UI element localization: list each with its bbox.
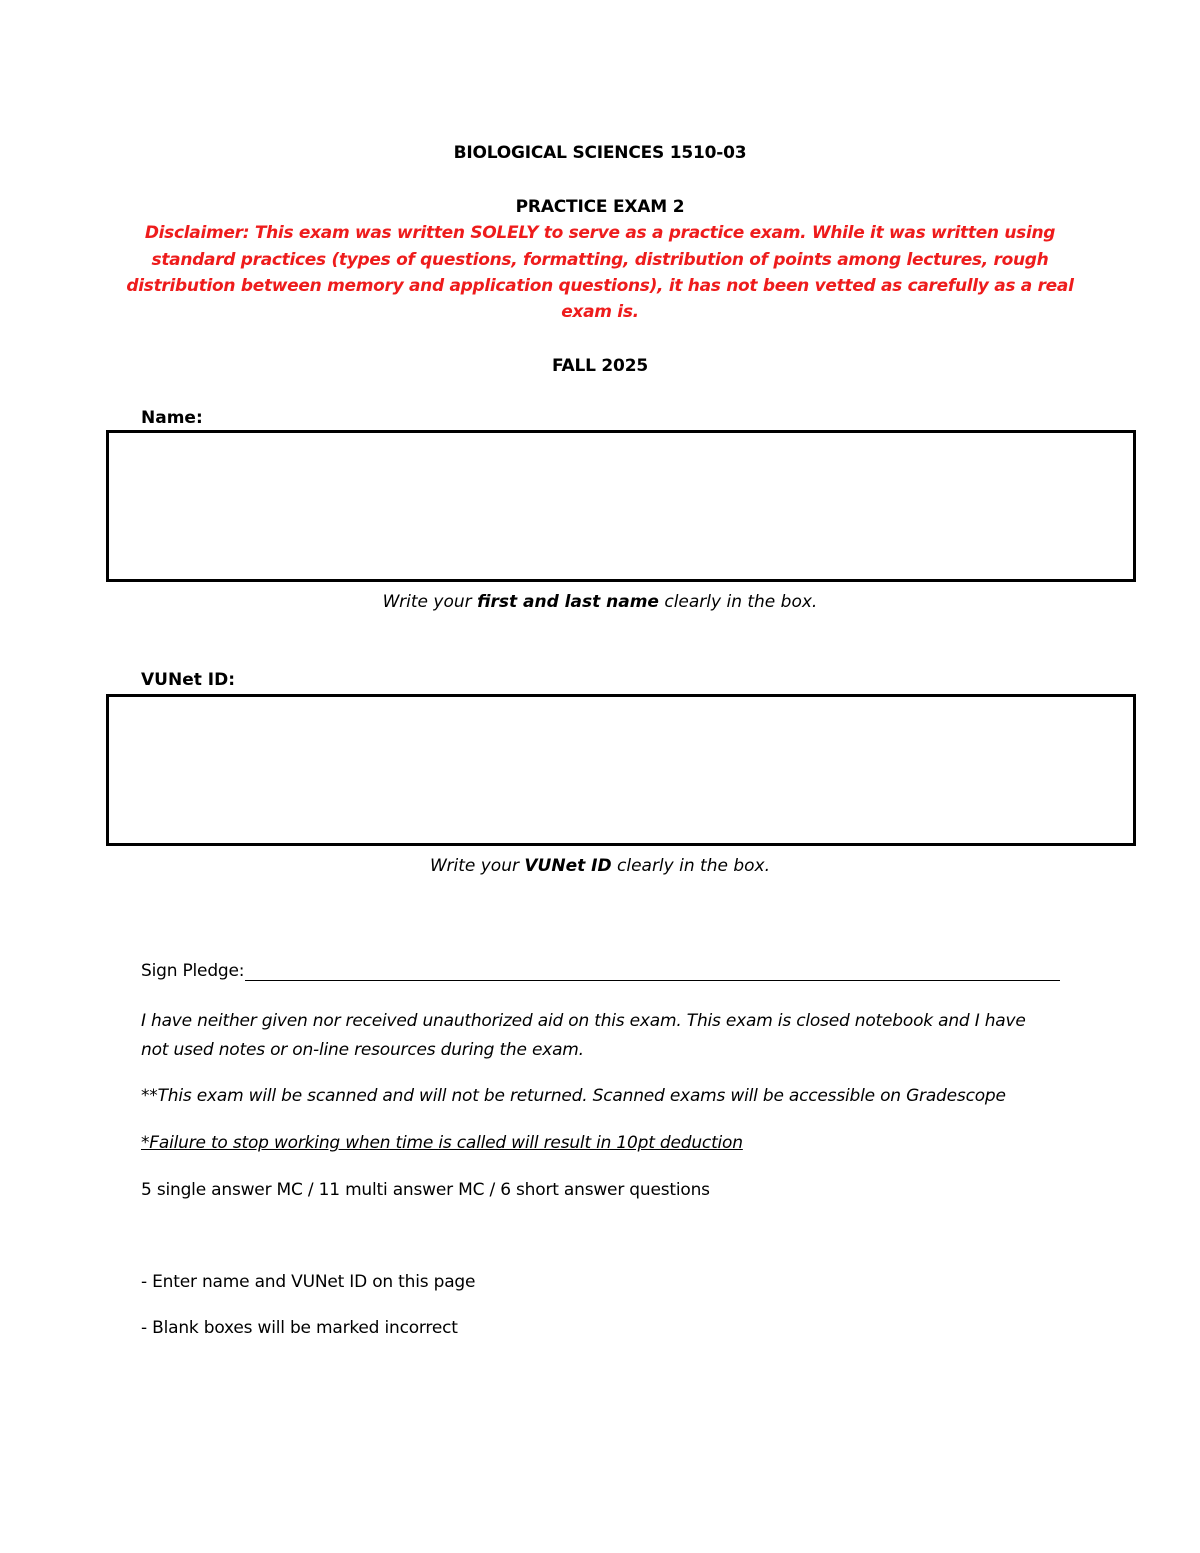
disclaimer-line: distribution between memory and application questions), it has not been vetted as carefully as a real [126,276,1074,296]
question-summary: 5 single answer MC / 11 multi answer MC / 6 short answer questions [141,1180,710,1200]
scan-notice: **This exam will be scanned and will not be returned. Scanned exams will be accessible on Gradescope [141,1086,1006,1106]
vunet-hint-emphasis: VUNet ID [524,856,612,876]
instruction-item: - Blank boxes will be marked incorrect [141,1318,458,1338]
vunet-hint [0,856,1200,876]
name-hint [0,592,1200,612]
exam-term: FALL 2025 [552,356,648,376]
name-label: Name: [141,408,203,428]
disclaimer-line: exam is. [561,302,639,322]
pledge-statement: not used notes or on-line resources during the exam. [141,1040,584,1060]
disclaimer-line: Disclaimer: This exam was written SOLELY to serve as a practice exam. While it was written using [144,223,1056,243]
name-hint-emphasis: first and last name [477,592,659,612]
vunet-label: VUNet ID: [141,670,235,690]
vunet-hint-text: Write your [430,856,525,876]
name-box[interactable] [106,430,1136,582]
pledge-statement: I have neither given nor received unauthorized aid on this exam. This exam is closed notebook and I have [141,1011,1026,1031]
exam-title: PRACTICE EXAM 2 [515,197,685,217]
signature-line[interactable] [245,980,1060,981]
vunet-hint-text: clearly in the box. [611,856,770,876]
name-hint-text: Write your [382,592,478,612]
course-title: BIOLOGICAL SCIENCES 1510-03 [453,143,747,163]
vunet-id-box[interactable] [106,694,1136,846]
sign-pledge-label: Sign Pledge: [141,961,245,981]
instruction-item: - Enter name and VUNet ID on this page [141,1272,476,1292]
disclaimer-line: standard practices (types of questions, formatting, distribution of points among lectures, rough [151,250,1049,270]
name-hint-text: clearly in the box. [658,592,818,612]
time-warning: *Failure to stop working when time is called will result in 10pt deduction [141,1133,743,1153]
